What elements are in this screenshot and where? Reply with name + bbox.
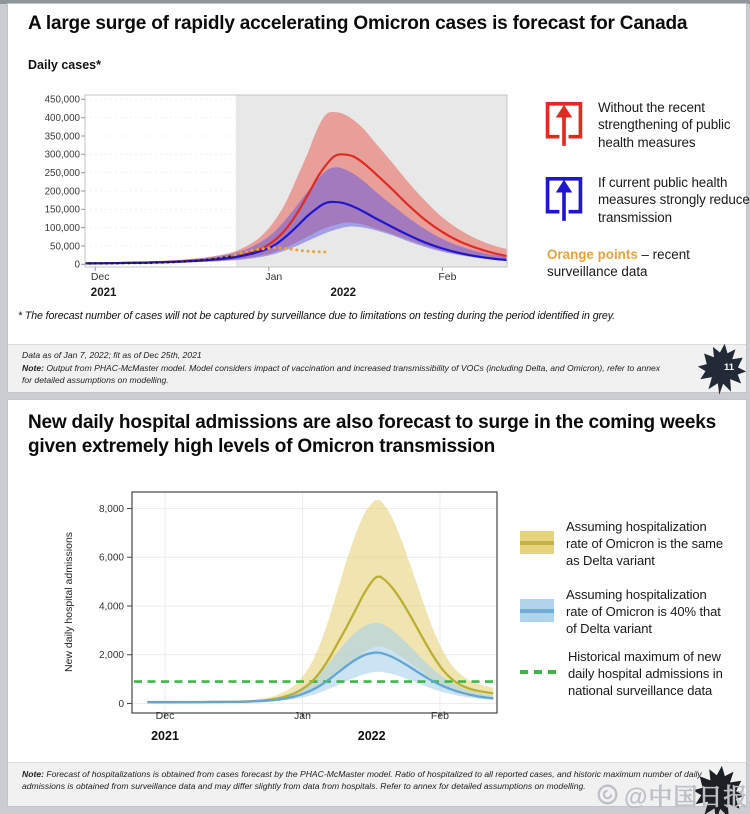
slide1-source-bar <box>8 344 746 392</box>
svg-text:2022: 2022 <box>357 729 386 743</box>
svg-text:Feb: Feb <box>438 271 457 283</box>
chart1-axis-title: Daily cases* <box>28 58 101 72</box>
svg-text:Jan: Jan <box>294 710 311 722</box>
orange-points-highlight: Orange points <box>547 247 638 262</box>
svg-text:50,000: 50,000 <box>50 241 80 253</box>
slide-cases-forecast <box>8 4 750 392</box>
svg-text:2021: 2021 <box>151 729 179 743</box>
svg-text:200,000: 200,000 <box>44 186 80 198</box>
blue-band-swatch <box>520 599 554 622</box>
svg-text:450,000: 450,000 <box>44 94 80 106</box>
svg-text:8,000: 8,000 <box>98 503 124 515</box>
svg-text:Jan: Jan <box>265 271 283 283</box>
legend-label-current-measures: If current public health measures strongly reduce transmission <box>598 175 750 225</box>
svg-text:300,000: 300,000 <box>44 149 80 161</box>
legend-label-40pct-delta: Assuming hospitalization rate of Omicron is 40% that of Delta variant <box>566 587 721 637</box>
legend-label-same-as-delta: Assuming hospitalization rate of Omicron is the same as Delta variant <box>566 519 723 569</box>
svg-text:4,000: 4,000 <box>98 601 124 613</box>
note-label-2: Note: <box>22 769 44 779</box>
slide-hospital-forecast <box>8 400 746 806</box>
red-up-arrow-box-icon <box>543 99 585 147</box>
weibo-watermark <box>596 777 748 812</box>
svg-text:6,000: 6,000 <box>98 552 124 564</box>
model-note <box>22 362 672 386</box>
svg-text:150,000: 150,000 <box>44 204 80 216</box>
legend-orange-points-note <box>547 246 727 281</box>
svg-text:Dec: Dec <box>90 271 110 283</box>
slide1-title: A large surge of rapidly accelerating Omicron cases is forecast for Canada <box>28 13 688 34</box>
yellow-band-swatch <box>520 531 554 554</box>
svg-text:350,000: 350,000 <box>44 131 80 143</box>
legend-item-40pct-delta <box>520 586 730 637</box>
svg-text:Feb: Feb <box>430 710 450 722</box>
blue-up-arrow-box-icon <box>543 174 585 222</box>
svg-text:2022: 2022 <box>330 287 357 299</box>
svg-text:2021: 2021 <box>90 287 117 299</box>
legend-item-same-as-delta <box>520 518 730 569</box>
note-body-2: Forecast of hospitalizations is obtained from cases forecast by the PHAC-McMaster model. Ratio of hospitalized to all reported cases, and historic maximum number of daily admissions is obtained from surveillance data and may differ slightly from data from hospitals. Refer to annex for detailed assumptions on modelling. <box>22 769 702 792</box>
page-number: 11 <box>724 362 735 373</box>
watermark-text: @中国日报 <box>624 784 749 811</box>
svg-text:400,000: 400,000 <box>44 112 80 124</box>
legend-item-no-measures <box>543 99 750 151</box>
y-axis-label: New daily hospital admissions <box>63 531 75 673</box>
legend-label-historical-max: Historical maximum of new daily hospital admissions in national surveillance data <box>568 649 723 699</box>
green-dashed-line-swatch <box>520 670 556 674</box>
maple-leaf-page-badge <box>695 342 749 396</box>
legend-item-current-measures <box>543 174 750 226</box>
svg-text:250,000: 250,000 <box>44 167 80 179</box>
note-label: Note: <box>22 363 44 373</box>
svg-text:Dec: Dec <box>155 710 175 722</box>
svg-text:0: 0 <box>74 259 80 271</box>
svg-text:0: 0 <box>118 698 124 710</box>
svg-text:2,000: 2,000 <box>98 650 124 662</box>
chart1-footnote: * The forecast number of cases will not be captured by surveillance due to limitations on testing during the period identified in grey. <box>18 310 615 322</box>
maple-leaf-icon <box>692 339 750 398</box>
data-as-of-line: Data as of Jan 7, 2022; fit as of Dec 25th, 2021 <box>22 350 202 360</box>
legend-label-no-measures: Without the recent strengthening of public health measures <box>598 100 731 150</box>
note-body: Output from PHAC-McMaster model. Model considers impact of vaccination and increased transmissibility of VOCs (including Delta, and Omicron), refer to annex for detailed assumptions on modelling. <box>22 363 661 386</box>
hospital-admissions-chart <box>8 400 746 760</box>
legend-item-historical-max <box>520 648 732 699</box>
weibo-eye-icon <box>596 783 619 806</box>
slide2-title: New daily hospital admissions are also forecast to surge in the coming weeks given extremely high levels of Omicron transmission <box>28 412 717 457</box>
orange-points-rest: – recent surveillance data <box>547 247 690 280</box>
svg-text:100,000: 100,000 <box>44 222 80 234</box>
